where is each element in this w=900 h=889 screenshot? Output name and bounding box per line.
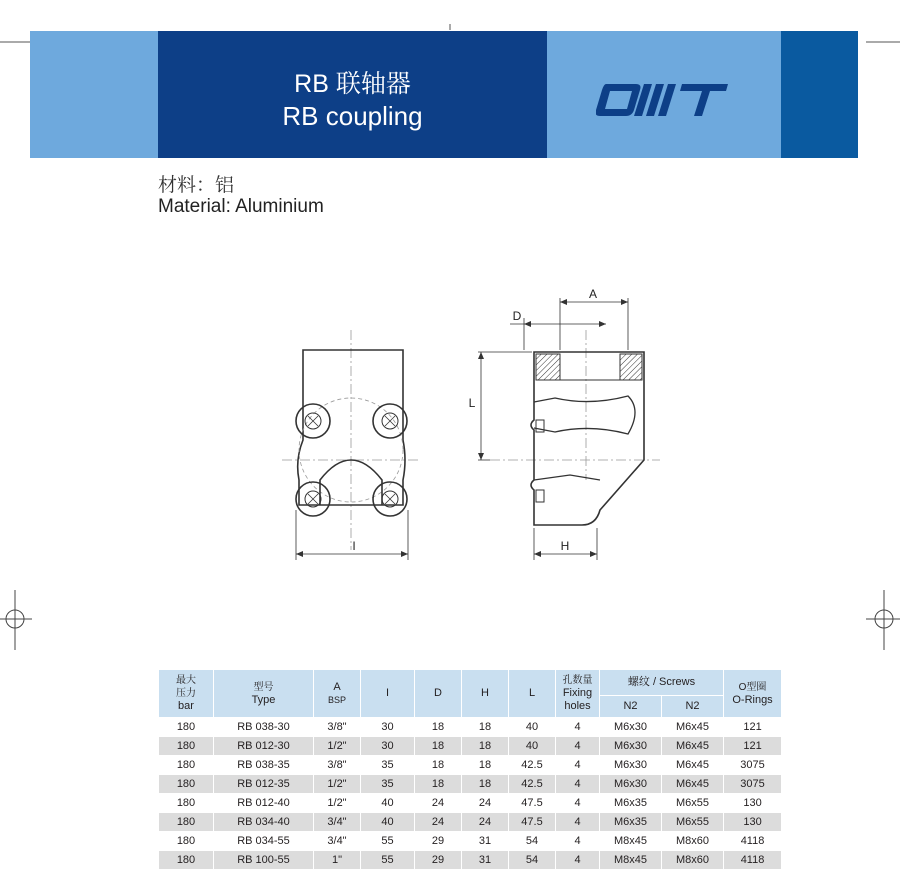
cell-l: 47.5 bbox=[509, 813, 556, 832]
header-accent-strip bbox=[781, 31, 858, 158]
cell-a: 1" bbox=[314, 851, 361, 870]
cell-a: 3/4" bbox=[314, 813, 361, 832]
header-pressure-cn2: 压力 bbox=[176, 688, 196, 699]
cell-oring: 130 bbox=[724, 794, 782, 813]
cell-screw-n2-first: M6x30 bbox=[600, 718, 662, 737]
table-row bbox=[159, 832, 782, 851]
table-row bbox=[159, 813, 782, 832]
cell-i: 35 bbox=[361, 775, 415, 794]
cell-fixing-holes: 4 bbox=[556, 794, 600, 813]
cell-type: RB 012-35 bbox=[214, 775, 314, 794]
header-h: H bbox=[462, 670, 509, 718]
cell-screw-n2-first: M6x30 bbox=[600, 756, 662, 775]
cell-screw-n2-first: M6x30 bbox=[600, 737, 662, 756]
header-holes-en1: Fixing bbox=[562, 687, 593, 699]
dimension-label-i: I bbox=[352, 539, 356, 553]
spec-table bbox=[158, 669, 782, 870]
cell-oring: 4118 bbox=[724, 851, 782, 870]
front-view bbox=[282, 330, 420, 560]
cell-screw-n2-second: M8x60 bbox=[662, 851, 724, 870]
cell-a: 1/2" bbox=[314, 794, 361, 813]
cell-type: RB 038-35 bbox=[214, 756, 314, 775]
header-type-cn: 型号 bbox=[253, 681, 274, 693]
dimension-label-l: L bbox=[468, 396, 476, 410]
registration-mark-right bbox=[866, 590, 900, 650]
cell-l: 40 bbox=[509, 737, 556, 756]
header-i: I bbox=[361, 670, 415, 718]
header-orings bbox=[724, 670, 782, 718]
cell-h: 24 bbox=[462, 813, 509, 832]
cell-d: 18 bbox=[415, 775, 462, 794]
registration-mark-left bbox=[0, 590, 32, 650]
cell-screw-n2-second: M6x55 bbox=[662, 794, 724, 813]
cell-screw-n2-first: M8x45 bbox=[600, 851, 662, 870]
cell-d: 24 bbox=[415, 813, 462, 832]
cell-screw-n2-first: M8x45 bbox=[600, 832, 662, 851]
cell-pressure: 180 bbox=[159, 832, 214, 851]
title-english: RB coupling bbox=[282, 101, 423, 131]
technical-drawing bbox=[270, 280, 670, 570]
omt-logo bbox=[596, 82, 728, 118]
cell-i: 55 bbox=[361, 851, 415, 870]
header-type-en: Type bbox=[251, 693, 276, 706]
cell-a: 3/8" bbox=[314, 756, 361, 775]
table-row bbox=[159, 794, 782, 813]
header-a bbox=[314, 670, 361, 718]
cell-pressure: 180 bbox=[159, 718, 214, 737]
cell-screw-n2-second: M6x45 bbox=[662, 775, 724, 794]
table-row bbox=[159, 775, 782, 794]
cell-d: 18 bbox=[415, 718, 462, 737]
header-row bbox=[159, 670, 782, 696]
cell-pressure: 180 bbox=[159, 737, 214, 756]
cell-h: 18 bbox=[462, 718, 509, 737]
cell-h: 31 bbox=[462, 851, 509, 870]
dimension-label-a: A bbox=[588, 287, 598, 301]
header-holes-cn: 孔数量 bbox=[562, 675, 593, 686]
table-row bbox=[159, 756, 782, 775]
header-orings-cn: O型圈 bbox=[738, 681, 767, 693]
cell-h: 18 bbox=[462, 775, 509, 794]
cell-oring: 3075 bbox=[724, 775, 782, 794]
material-chinese: 材料：铝 bbox=[158, 175, 235, 196]
cell-d: 29 bbox=[415, 851, 462, 870]
cell-screw-n2-second: M6x45 bbox=[662, 756, 724, 775]
cell-l: 54 bbox=[509, 851, 556, 870]
cell-fixing-holes: 4 bbox=[556, 775, 600, 794]
title-chinese: RB 联轴器 bbox=[294, 70, 411, 98]
cell-screw-n2-second: M6x55 bbox=[662, 813, 724, 832]
table-row bbox=[159, 718, 782, 737]
cell-a: 1/2" bbox=[314, 737, 361, 756]
cell-oring: 4118 bbox=[724, 832, 782, 851]
cell-screw-n2-first: M6x35 bbox=[600, 813, 662, 832]
cell-d: 24 bbox=[415, 794, 462, 813]
header-orings-en: O-Rings bbox=[732, 693, 773, 706]
cell-screw-n2-second: M6x45 bbox=[662, 737, 724, 756]
cell-a: 1/2" bbox=[314, 775, 361, 794]
cell-type: RB 034-40 bbox=[214, 813, 314, 832]
header-a-bsp: BSP bbox=[327, 694, 346, 705]
cell-screw-n2-second: M6x45 bbox=[662, 718, 724, 737]
header-pressure bbox=[159, 670, 214, 718]
cell-fixing-holes: 4 bbox=[556, 813, 600, 832]
dimension-label-d: D bbox=[512, 309, 522, 323]
header-d: D bbox=[415, 670, 462, 718]
cell-l: 47.5 bbox=[509, 794, 556, 813]
cell-oring: 121 bbox=[724, 718, 782, 737]
cell-a: 3/4" bbox=[314, 832, 361, 851]
cell-h: 18 bbox=[462, 756, 509, 775]
cell-oring: 130 bbox=[724, 813, 782, 832]
cell-screw-n2-first: M6x35 bbox=[600, 794, 662, 813]
cell-type: RB 012-30 bbox=[214, 737, 314, 756]
cell-d: 18 bbox=[415, 756, 462, 775]
cell-i: 30 bbox=[361, 718, 415, 737]
header-n2-second: N2 bbox=[662, 696, 724, 718]
material-english: Material: Aluminium bbox=[158, 196, 324, 217]
cell-pressure: 180 bbox=[159, 813, 214, 832]
cell-i: 40 bbox=[361, 813, 415, 832]
cell-i: 55 bbox=[361, 832, 415, 851]
cell-a: 3/8" bbox=[314, 718, 361, 737]
header-fixing-holes bbox=[556, 670, 600, 718]
cell-l: 40 bbox=[509, 718, 556, 737]
cell-i: 35 bbox=[361, 756, 415, 775]
cell-type: RB 034-55 bbox=[214, 832, 314, 851]
spec-table-body bbox=[159, 718, 782, 870]
cell-screw-n2-first: M6x30 bbox=[600, 775, 662, 794]
cell-fixing-holes: 4 bbox=[556, 718, 600, 737]
header-type bbox=[214, 670, 314, 718]
cell-l: 54 bbox=[509, 832, 556, 851]
cell-pressure: 180 bbox=[159, 851, 214, 870]
cell-h: 18 bbox=[462, 737, 509, 756]
cell-oring: 3075 bbox=[724, 756, 782, 775]
cell-pressure: 180 bbox=[159, 756, 214, 775]
cell-type: RB 012-40 bbox=[214, 794, 314, 813]
cell-fixing-holes: 4 bbox=[556, 832, 600, 851]
cell-l: 42.5 bbox=[509, 756, 556, 775]
header-screws: 螺纹 / Screws bbox=[600, 670, 724, 696]
cell-h: 24 bbox=[462, 794, 509, 813]
cell-fixing-holes: 4 bbox=[556, 756, 600, 775]
header-n2-first: N2 bbox=[600, 696, 662, 718]
table-row bbox=[159, 851, 782, 870]
cell-type: RB 038-30 bbox=[214, 718, 314, 737]
header-l: L bbox=[509, 670, 556, 718]
dimension-label-h: H bbox=[560, 539, 570, 553]
cell-type: RB 100-55 bbox=[214, 851, 314, 870]
cell-d: 18 bbox=[415, 737, 462, 756]
cell-i: 30 bbox=[361, 737, 415, 756]
header-a-label: A bbox=[333, 680, 341, 693]
cell-l: 42.5 bbox=[509, 775, 556, 794]
cell-screw-n2-second: M8x60 bbox=[662, 832, 724, 851]
cell-i: 40 bbox=[361, 794, 415, 813]
header-pressure-unit: bar bbox=[178, 700, 194, 712]
table-row bbox=[159, 737, 782, 756]
cell-pressure: 180 bbox=[159, 775, 214, 794]
side-view bbox=[478, 298, 660, 560]
cell-pressure: 180 bbox=[159, 794, 214, 813]
cell-fixing-holes: 4 bbox=[556, 851, 600, 870]
header-pressure-cn1: 最大 bbox=[176, 675, 196, 686]
cell-fixing-holes: 4 bbox=[556, 737, 600, 756]
header-holes-en2: holes bbox=[564, 700, 591, 712]
cell-d: 29 bbox=[415, 832, 462, 851]
cell-oring: 121 bbox=[724, 737, 782, 756]
cell-h: 31 bbox=[462, 832, 509, 851]
